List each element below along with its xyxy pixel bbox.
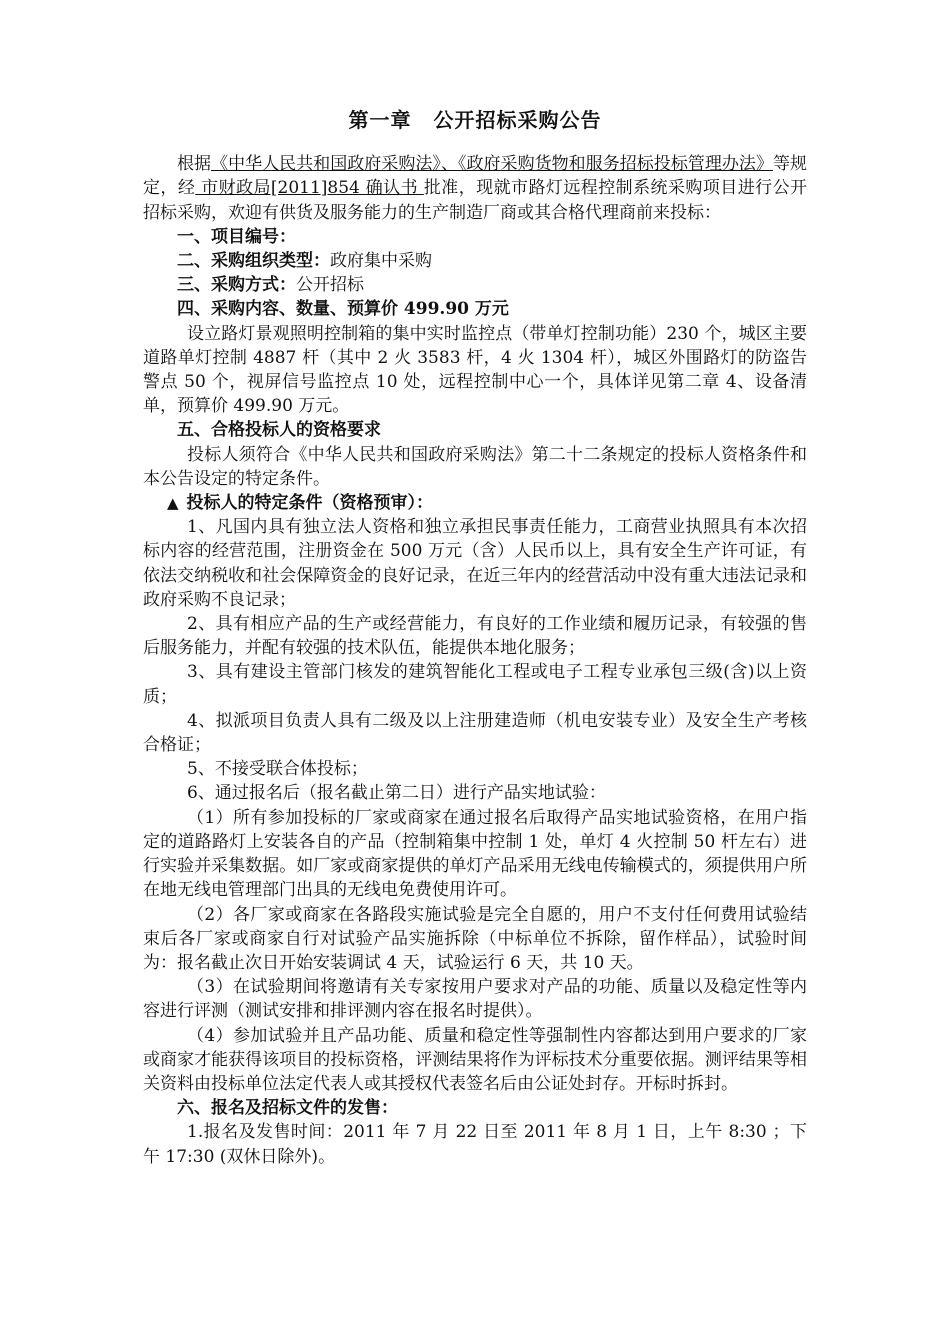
- document-page: [143, 108, 807, 1169]
- intro-paragraph: 根据《中华人民共和国政府采购法》、《政府采购货物和服务招标投标管理办法》等规定，经 市财政局[2011]854 确认书 批准，现就市路灯远程控制系统采购项目进行公开招标采购，欢迎有供货及服务能力的生产制造厂商或其合格代理商前来投标：: [143, 154, 808, 223]
- trial-sub-item: （2）各厂家或商家在各路段实施试验是完全自愿的，用户不支付任何费用试验结束后各厂家或商家自行对试验产品实施拆除（中标单位不拆除，留作样品），试验时间为：报名截止次日开始安装调试 4 天，试验运行 6 天，共 10 天。: [143, 904, 807, 973]
- approval-reference: 市财政局[2011]854 确认书: [195, 178, 424, 199]
- section-content-body: 设立路灯景观照明控制箱的集中实时监控点（带单灯控制功能）230 个，城区主要道路单灯控制 4887 杆（其中 2 火 3583 杆，4 火 1304 杆），城区外围路灯的防盗告警点 50 个，视屏信号监控点 10 处，远程控制中心一个，具体详见第二章 4、设备清单，预算价 499.90 万元。: [143, 323, 807, 417]
- page-title: [143, 108, 807, 132]
- section-qualification-body: 投标人须符合《中华人民共和国政府采购法》第二十二条规定的投标人资格条件和本公告设定的特定条件。: [143, 444, 807, 489]
- section-registration-body: 1.报名及发售时间：2011 年 7 月 22 日至 2011 年 8 月 1 日，上午 8:30 ；下午 17:30 (双休日除外)。: [143, 1122, 807, 1167]
- trial-sub-item: （3）在试验期间将邀请有关专家按用户要求对产品的功能、质量以及稳定性等内容进行评测（测试安排和排评测内容在报名时提供）。: [143, 977, 807, 1022]
- condition-item: 3、具有建设主管部门核发的建筑智能化工程或电子工程专业承包三级(含)以上资质；: [143, 662, 807, 707]
- condition-item: 5、不接受联合体投标；: [187, 759, 368, 780]
- section-content-heading: 四、采购内容、数量、预算价 499.90 万元: [177, 299, 509, 320]
- triangle-icon: ▲: [167, 494, 179, 513]
- section-procurement-type: 二、采购组织类型：政府集中采购: [177, 251, 432, 272]
- section-registration-heading: 六、报名及招标文件的发售：: [177, 1098, 398, 1119]
- condition-item: 4、拟派项目负责人具有二级及以上注册建造师（机电安装专业）及安全生产考核合格证；: [143, 710, 807, 756]
- section-procurement-method: 三、采购方式：公开招标: [177, 275, 364, 296]
- section-project-number: 一、项目编号：: [177, 226, 296, 247]
- special-conditions-heading: ▲ 投标人的特定条件（资格预审）：: [167, 493, 434, 514]
- chapter-number: 第一章: [348, 108, 412, 132]
- law-reference: 《中华人民共和国政府采购法》、《政府采购货物和服务招标投标管理办法》: [211, 154, 773, 175]
- section-qualification-heading: 五、合格投标人的资格要求: [177, 420, 381, 441]
- condition-item: 1、凡国内具有独立法人资格和独立承担民事责任能力，工商营业执照具有本次招标内容的经营范围，注册资金在 500 万元（含）人民币以上，具有安全生产许可证，有依法交纳税收和社会保障资金的良好记录，在近三年内的经营活动中没有重大违法记录和政府采购不良记录；: [143, 517, 807, 610]
- trial-sub-item: （4）参加试验并且产品功能、质量和稳定性等强制性内容都达到用户要求的厂家或商家才能获得该项目的投标资格，评测结果将作为评标技术分重要依据。测评结果等相关资料由投标单位法定代表人或其授权代表签名后由公证处封存。开标时拆封。: [143, 1025, 807, 1094]
- condition-item: 6、通过报名后（报名截止第二日）进行产品实地试验：: [187, 783, 606, 804]
- chapter-title: 公开招标采购公告: [433, 108, 602, 132]
- condition-item: 2、具有相应产品的生产或经营能力，有良好的工作业绩和履历记录，有较强的售后服务能力，并配有较强的技术队伍，能提供本地化服务；: [143, 614, 807, 659]
- trial-sub-item: （1）所有参加投标的厂家或商家在通过报名后取得产品实地试验资格，在用户指定的道路路灯上安装各自的产品（控制箱集中控制 1 处，单灯 4 火控制 50 杆左右）进行实验并采集数据。如厂家或商家提供的单灯产品采用无线电传输模式的，须提供用户所在地无线电管理部门出具的无线电免费使用许可。: [143, 807, 807, 901]
